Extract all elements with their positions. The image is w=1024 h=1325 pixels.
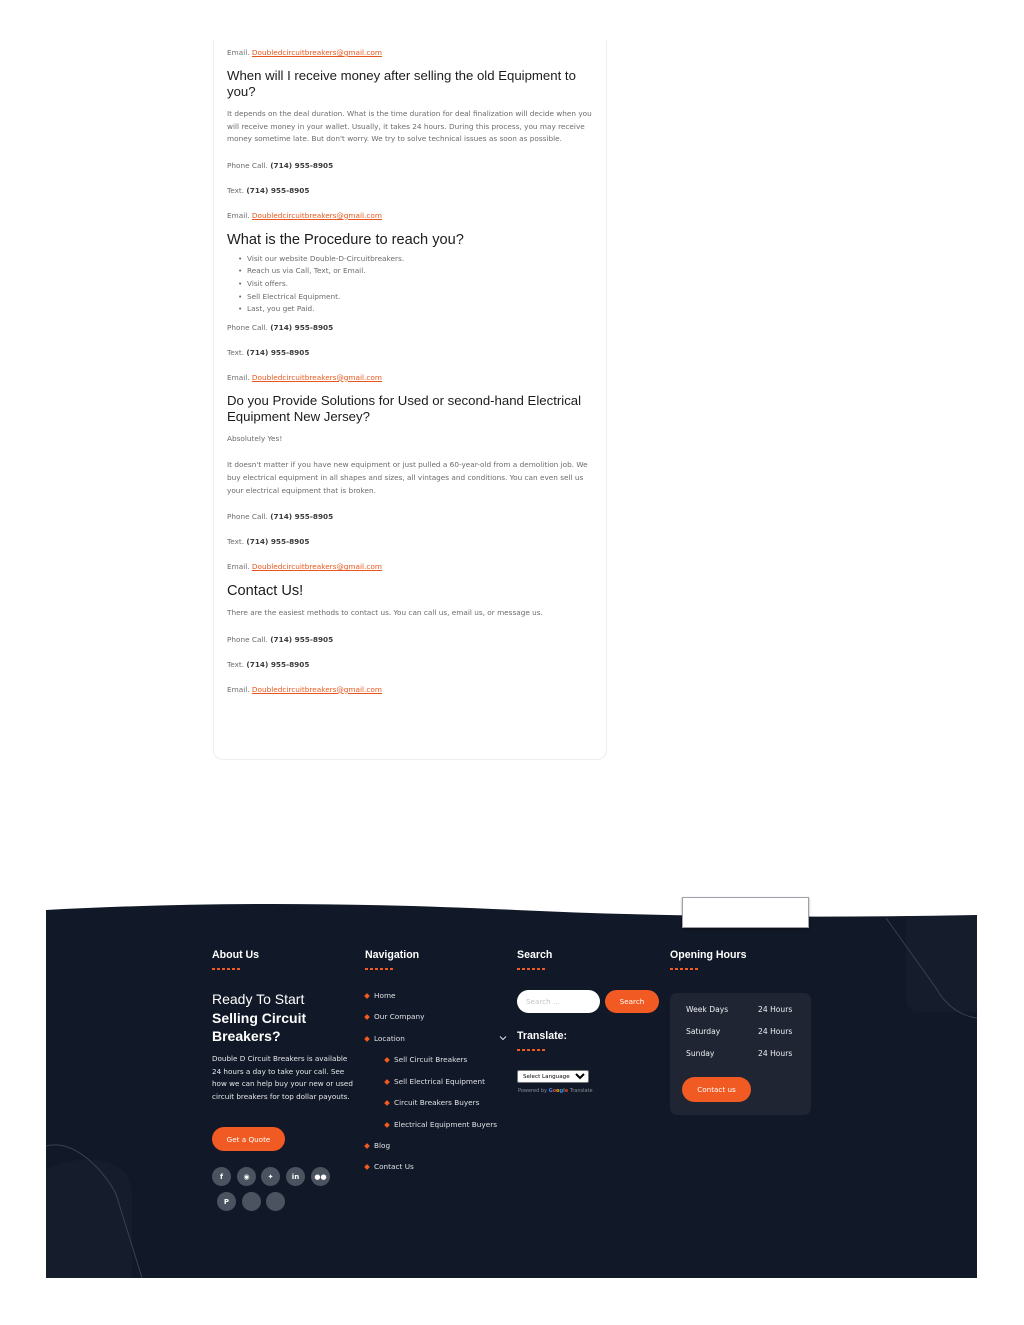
nav-blog[interactable]: Blog (365, 1141, 390, 1150)
about-heading: Ready To Start Selling Circuit Breakers? (212, 991, 307, 1044)
nav-home[interactable]: Home (365, 991, 396, 1000)
text-line: Text. (714) 955-8905 (227, 185, 310, 195)
pinterest-icon[interactable]: P (217, 1192, 236, 1211)
phone-number[interactable]: (714) 955-8905 (270, 160, 334, 170)
facebook-icon[interactable]: f (212, 1167, 231, 1186)
title-underline (517, 968, 545, 970)
email-link[interactable]: Doubledcircuitbreakers@gmail.com (251, 562, 382, 572)
email-line: Email. Doubledcircuitbreakers@gmail.com (227, 48, 382, 57)
faq-answer-used-equipment: It doesn't matter if you have new equipment or just pulled a 60-year-old from a demolition job. We buy electrical equipment in all shapes and sizes, all vintages and conditions. You can even sell us your electrical equipment that is broken. (227, 460, 588, 495)
chevron-down-icon[interactable] (499, 1034, 507, 1042)
phone-line: Phone Call. (714) 955-8905 (227, 160, 334, 170)
nav-sub-circuit-breakers-buyers[interactable]: Circuit Breakers Buyers (385, 1098, 479, 1107)
nav-sub-sell-electrical-equipment[interactable]: Sell Electrical Equipment (385, 1077, 485, 1086)
text-line: Text. (714) 955-8905 (227, 659, 310, 669)
search-title: Search (517, 949, 553, 961)
list-item: • Last, you get Paid. (238, 303, 597, 316)
email-link[interactable]: Doubledcircuitbreakers@gmail.com (251, 684, 382, 694)
email-line: Email. Doubledcircuitbreakers@gmail.com (227, 210, 382, 220)
email-line: Email. Doubledcircuitbreakers@gmail.com (227, 372, 382, 382)
title-underline (365, 968, 393, 970)
nav-sub-sell-circuit-breakers[interactable]: Sell Circuit Breakers (385, 1055, 467, 1064)
search-button[interactable]: Search (605, 990, 659, 1013)
title-underline (670, 968, 698, 970)
reddit-icon[interactable]: ◉ (237, 1167, 256, 1186)
google-logo: Google (548, 1088, 569, 1094)
list-item: • Sell Electrical Equipment. (238, 291, 597, 304)
search-input[interactable] (517, 990, 600, 1013)
text-line: Text. (714) 955-8905 (227, 347, 310, 357)
site-footer (46, 888, 977, 1278)
phone-line: Phone Call. (714) 955-8905 (227, 322, 334, 332)
translate-title: Translate: (517, 1030, 568, 1042)
hours-row: Week Days 24 Hours (686, 1005, 793, 1014)
bullet-icon (384, 1079, 390, 1085)
email-link[interactable]: Doubledcircuitbreakers@gmail.com (251, 210, 382, 220)
email-link[interactable]: Doubledcircuitbreakers@gmail.com (251, 372, 382, 382)
contact-text: There are the easiest methods to contact us. You can call us, email us, or message us. (227, 608, 543, 618)
bullet-icon (364, 993, 370, 999)
bullet-icon (384, 1122, 390, 1128)
email-line: Email. Doubledcircuitbreakers@gmail.com (227, 684, 382, 694)
phone-number[interactable]: (714) 955-8905 (246, 659, 310, 669)
twitter-icon[interactable]: ✦ (261, 1167, 280, 1186)
faq-question-payment-time: When will I receive money after selling the old Equipment to you? (227, 68, 576, 99)
title-underline (517, 1049, 545, 1051)
get-quote-button[interactable]: Get a Quote (212, 1127, 285, 1151)
language-select[interactable] (517, 1070, 589, 1083)
list-item: • Reach us via Call, Text, or Email. (238, 265, 597, 278)
decorative-line (826, 888, 977, 1028)
bullet-icon (364, 1036, 370, 1042)
faq-answer-payment-time: It depends on the deal duration. What is the time duration for deal finalization will decide when you will receive money in your wallet. Usually, it takes 24 hours. During this process, you may receive money sometime late. But don't worry. We try to solve technical issues as soon as possible. (227, 109, 592, 144)
nav-contact-us[interactable]: Contact Us (365, 1162, 414, 1171)
faq-answer-short: Absolutely Yes! (227, 433, 283, 443)
contact-heading: Contact Us! (227, 583, 304, 600)
nav-sub-electrical-equipment-buyers[interactable]: Electrical Equipment Buyers (385, 1120, 497, 1129)
email-link[interactable]: Doubledcircuitbreakers@gmail.com (251, 48, 382, 57)
bullet-icon (364, 1143, 370, 1149)
phone-number[interactable]: (714) 955-8905 (246, 347, 310, 357)
phone-number[interactable]: (714) 955-8905 (270, 322, 334, 332)
contact-us-button[interactable]: Contact us (682, 1077, 751, 1102)
bullet-icon (384, 1057, 390, 1063)
flickr-icon[interactable]: ●● (311, 1167, 330, 1186)
phone-line: Phone Call. (714) 955-8905 (227, 634, 334, 644)
decorative-shape (46, 1134, 166, 1278)
text-line: Text. (714) 955-8905 (227, 537, 310, 547)
opening-hours-title: Opening Hours (670, 949, 747, 961)
phone-line: Phone Call. (714) 955-8905 (227, 512, 334, 522)
title-underline (212, 968, 240, 970)
about-text: Double D Circuit Breakers is available 24 hours a day to take your call. See how we can help buy your new or used circuit breakers for top dollar payouts. (212, 1054, 353, 1101)
phone-number[interactable]: (714) 955-8905 (246, 185, 310, 195)
nav-location[interactable]: Location (365, 1034, 405, 1043)
phone-number[interactable]: (714) 955-8905 (270, 634, 334, 644)
translate-widget-frame[interactable] (682, 897, 809, 928)
faq-question-used-equipment: Do you Provide Solutions for Used or second-hand Electrical Equipment New Jersey? (227, 392, 582, 424)
navigation-title: Navigation (365, 949, 420, 961)
list-item: • Visit our website Double-D-Circuitbreakers. (238, 253, 597, 266)
procedure-steps-list (227, 253, 597, 316)
blank-icon[interactable] (266, 1192, 285, 1211)
faq-question-procedure: What is the Procedure to reach you? (227, 231, 464, 248)
bullet-icon (364, 1014, 370, 1020)
nav-our-company[interactable]: Our Company (365, 1012, 424, 1021)
phone-number[interactable]: (714) 955-8905 (246, 537, 310, 547)
powered-by-google-translate[interactable]: Powered by Google Translate (518, 1088, 593, 1094)
article-content (227, 47, 597, 695)
bullet-icon (364, 1164, 370, 1170)
hours-row: Sunday 24 Hours (686, 1049, 793, 1058)
email-line: Email. Doubledcircuitbreakers@gmail.com (227, 562, 382, 572)
phone-number[interactable]: (714) 955-8905 (270, 512, 334, 522)
about-title: About Us (212, 949, 260, 961)
blank-icon[interactable] (242, 1192, 261, 1211)
hours-row: Saturday 24 Hours (686, 1027, 793, 1036)
linkedin-icon[interactable]: in (286, 1167, 305, 1186)
list-item: • Visit offers. (238, 278, 597, 291)
bullet-icon (384, 1100, 390, 1106)
